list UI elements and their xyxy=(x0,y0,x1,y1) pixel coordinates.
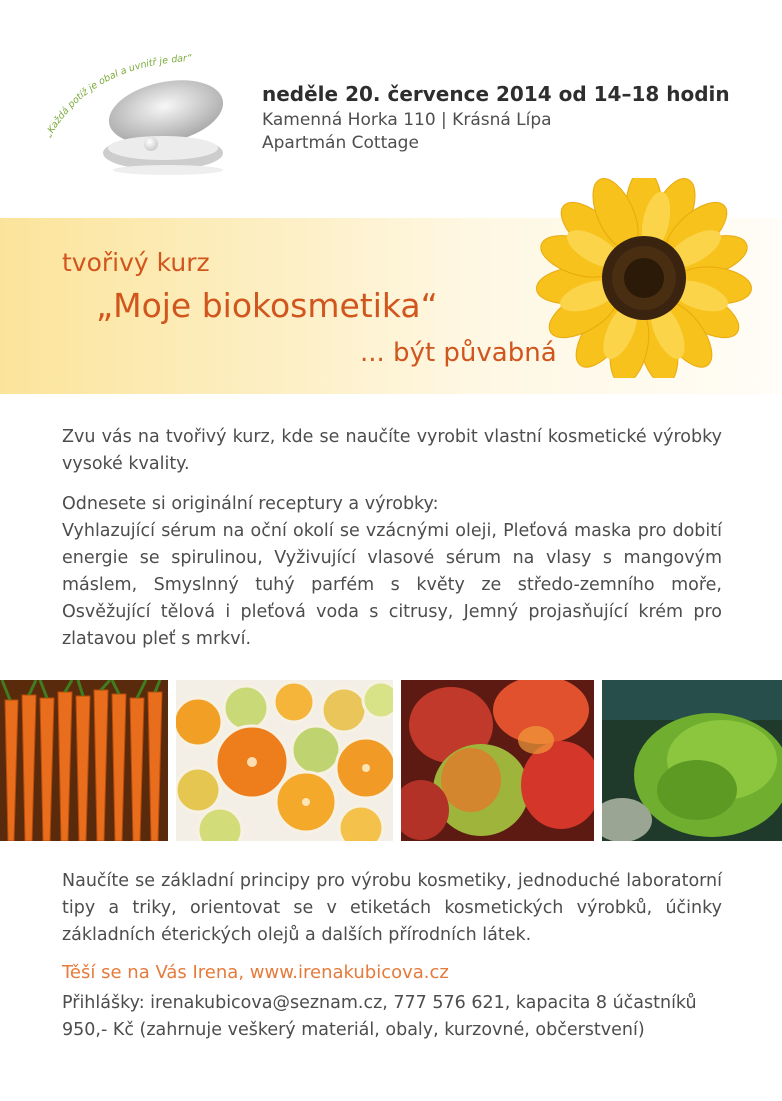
event-address: Kamenná Horka 110 | Krásná Lípa xyxy=(262,110,552,130)
event-date: neděle 20. července 2014 od 14–18 hodin xyxy=(262,82,730,106)
registration-price: 950,- Kč (zahrnuje veškerý materiál, obaly, kurzovné, občerstvení) xyxy=(62,1020,645,1040)
intro-paragraph: Zvu vás na tvořivý kurz, kde se naučíte vyrobit vlastní kosmetické výrobky vysoké kvality. xyxy=(62,427,722,474)
event-info xyxy=(262,82,730,156)
products-paragraph xyxy=(62,491,722,653)
organizer-greeting: Těší se na Vás Irena, www.irenakubicova.cz xyxy=(62,962,449,983)
learning-paragraph: Naučíte se základní principy pro výrobu kosmetiky, jednoduché laboratorní tipy a triky, orientovat se v etiketách kosmetických výrobků, účinky základních éterických olejů a dalších přírodních látek. xyxy=(62,871,722,945)
seaweed-photo xyxy=(602,680,782,841)
products-heading: Odnesete si originální receptury a výrobky: xyxy=(62,494,439,514)
motto-text: „Každá potíž je obal a uvnitř je dar“ xyxy=(43,52,193,140)
shell-logo xyxy=(28,40,248,190)
mangoes-photo xyxy=(401,680,594,841)
banner-tagline: ... být půvabná xyxy=(360,338,557,368)
registration-info xyxy=(62,990,727,1044)
citrus-slices-photo xyxy=(176,680,393,841)
products-list: Vyhlazující sérum na oční okolí se vzácnými oleji, Pleťová maska pro dobití energie se spirulinou, Vyživující vlasové sérum na vlasy s mangovým máslem, Smyslnný tuhý parfém s květy ze středo-zemního moře, Osvěžující tělová i pleťová voda s citrusy, Jemný projasňující krém pro zlatavou pleť s mrkví. xyxy=(62,521,722,649)
banner-subtitle: tvořivý kurz xyxy=(62,248,210,277)
registration-contact: Přihlášky: irenakubicova@seznam.cz, 777 576 621, kapacita 8 účastníků xyxy=(62,993,697,1013)
carrots-photo xyxy=(0,680,168,841)
event-venue: Apartmán Cottage xyxy=(262,133,419,153)
banner-title: „Moje biokosmetika“ xyxy=(96,286,438,325)
